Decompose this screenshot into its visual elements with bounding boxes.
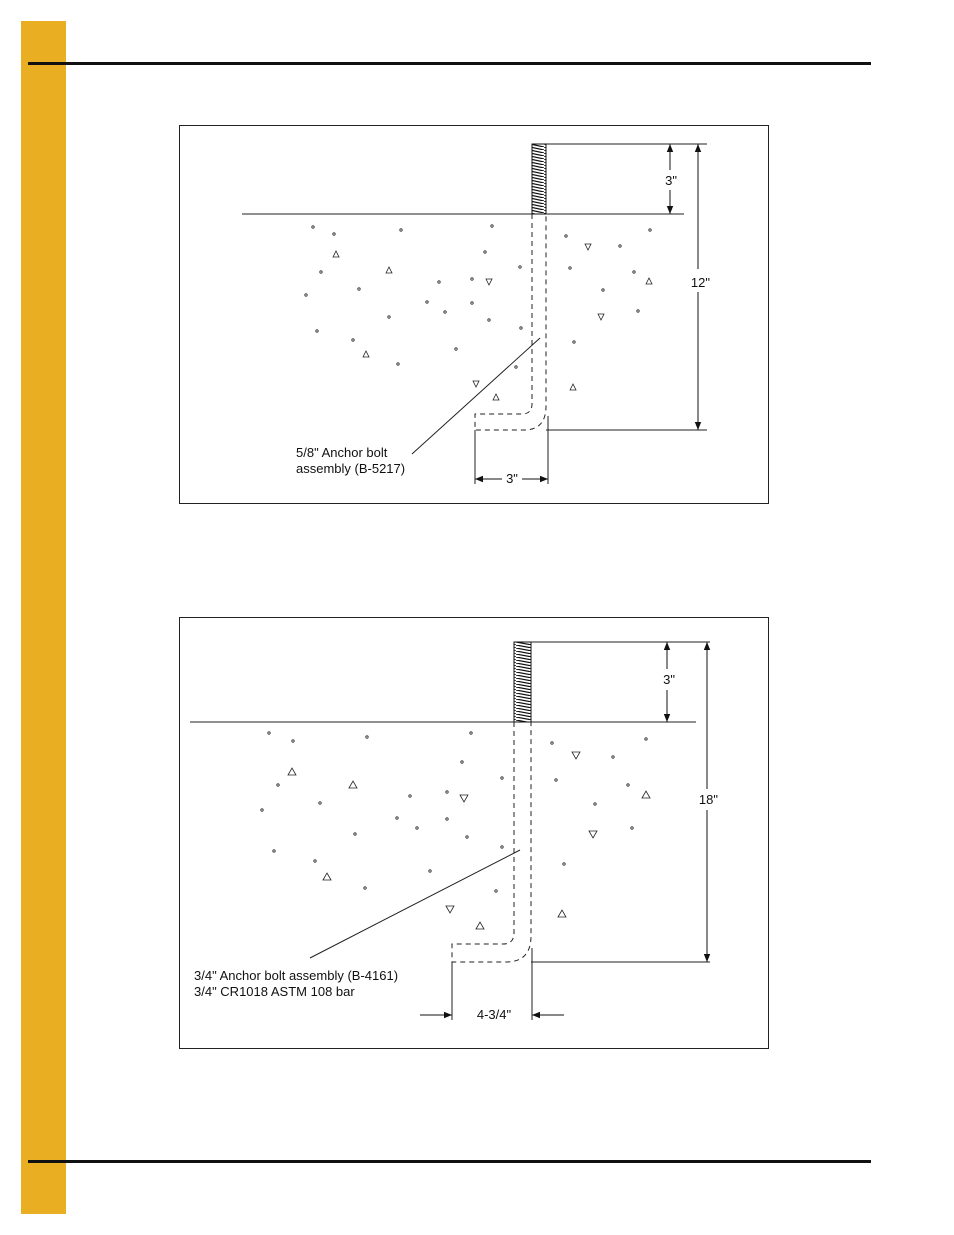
depth-dimension-label: 18"	[698, 792, 718, 807]
protrusion-dimension-label: 3"	[665, 173, 677, 188]
bottom-rule	[28, 1160, 871, 1163]
top-rule	[28, 62, 871, 65]
anchor-bolt-drawing-2	[180, 618, 770, 1048]
yellow-sidebar	[21, 21, 66, 1214]
anchor-bolt-diagram-2	[179, 617, 769, 1049]
threaded-bolt-section	[514, 642, 531, 722]
hook-dimension-label: 3"	[506, 471, 518, 486]
hook-dimension-label: 4-3/4"	[476, 1007, 512, 1022]
callout-leader-line	[310, 850, 520, 958]
concrete-aggregate-triangles	[288, 752, 650, 929]
callout-label-line-2: assembly (B-5217)	[296, 461, 406, 476]
callout-leader-line	[412, 338, 540, 454]
anchor-bolt-diagram-1	[179, 125, 769, 504]
embedded-bolt-outline	[475, 214, 546, 430]
embedded-bolt-outline	[452, 722, 531, 962]
concrete-aggregate-triangles	[333, 244, 652, 400]
protrusion-dimension-label: 3"	[663, 672, 675, 687]
threaded-bolt-section	[532, 144, 546, 214]
callout-label-line-1: 3/4" Anchor bolt assembly (B-4161)	[194, 968, 399, 983]
callout-label-line-1: 5/8" Anchor bolt	[296, 445, 388, 460]
callout-label-line-2: 3/4" CR1018 ASTM 108 bar	[194, 984, 355, 999]
concrete-aggregate	[305, 225, 651, 368]
anchor-bolt-drawing-1	[180, 126, 770, 503]
depth-dimension-label: 12"	[690, 275, 710, 290]
concrete-aggregate	[261, 732, 647, 892]
